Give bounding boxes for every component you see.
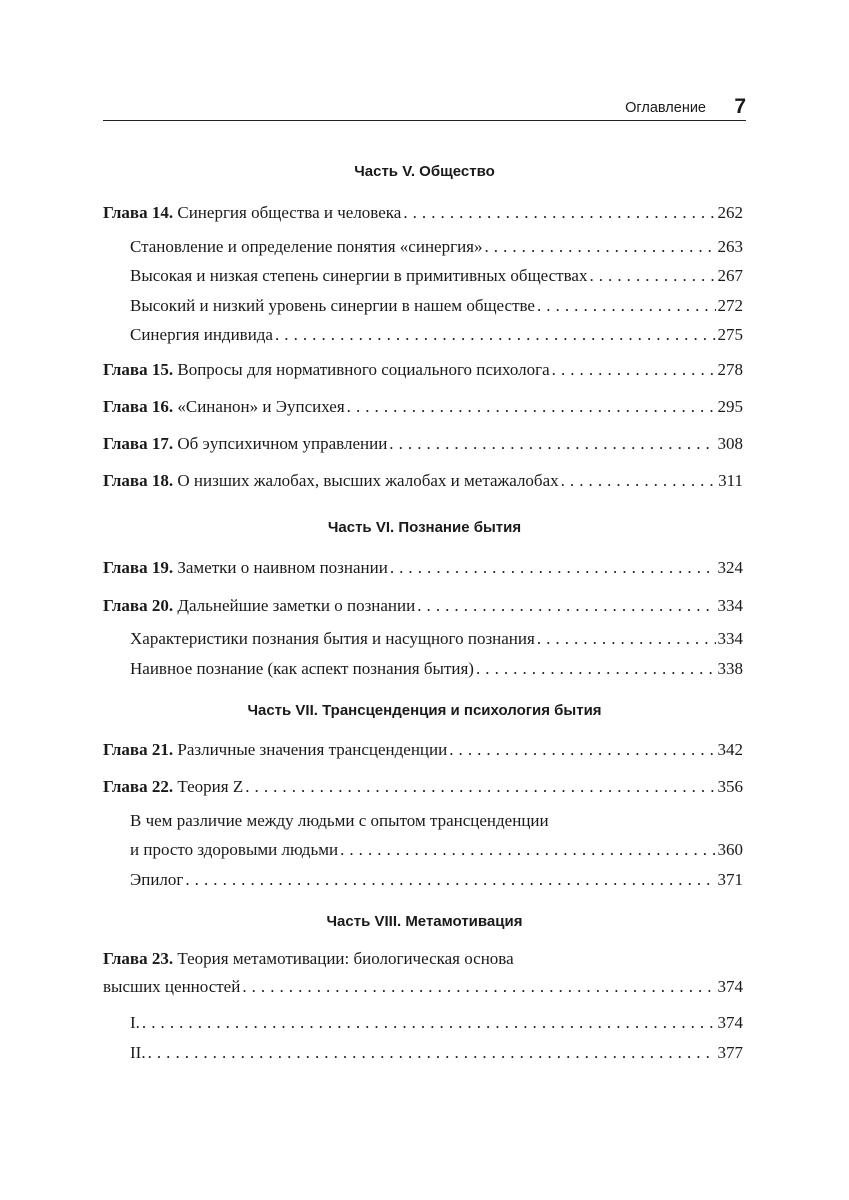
leader-dots xyxy=(275,325,716,345)
leader-dots xyxy=(389,434,715,454)
subsection-title: и просто здоровыми людьми xyxy=(130,840,339,859)
chapter-label: Глава 23. xyxy=(103,949,174,968)
subsection-title: Высокая и низкая степень синергии в примитивных обществах xyxy=(130,266,588,285)
subsection-title: I. xyxy=(130,1013,140,1032)
page-number: 324 xyxy=(717,558,743,577)
chapter-title: Об эупсихичном управлении xyxy=(177,434,388,453)
leader-dots xyxy=(537,629,716,649)
page-number: 263 xyxy=(717,237,743,256)
subsection-title: Эпилог xyxy=(130,870,184,889)
toc-subentry-ch23-1[interactable] xyxy=(130,1013,743,1033)
chapter-title: Вопросы для нормативного социального психолога xyxy=(177,360,550,379)
chapter-title: Различные значения трансценденции xyxy=(177,740,448,759)
page-number: 308 xyxy=(717,434,743,453)
page-number: 262 xyxy=(717,203,743,222)
toc-subentry-ch23-2[interactable] xyxy=(130,1043,743,1063)
page-number: 334 xyxy=(717,596,743,615)
chapter-title: Теория метамотивации: биологическая основа xyxy=(177,949,514,968)
leader-dots xyxy=(390,558,716,578)
chapter-title: «Синанон» и Эупсихея xyxy=(177,397,345,416)
chapter-label: Глава 18. xyxy=(103,471,174,490)
leader-dots xyxy=(552,360,716,380)
page-number: 371 xyxy=(717,870,743,889)
toc-entry-ch15[interactable] xyxy=(103,360,743,380)
leader-dots xyxy=(476,659,716,679)
chapter-title: Теория Z xyxy=(177,777,244,796)
toc-subentry-ch14-2[interactable] xyxy=(130,266,743,286)
page-number: 338 xyxy=(717,659,743,678)
leader-dots xyxy=(484,237,715,257)
chapter-label: Глава 21. xyxy=(103,740,174,759)
leader-dots xyxy=(403,203,715,223)
leader-dots xyxy=(417,596,715,616)
page-number: 272 xyxy=(717,296,743,315)
chapter-label: Глава 15. xyxy=(103,360,174,379)
toc-subentry-ch20-1[interactable] xyxy=(130,629,743,649)
toc-subentry-ch22-1[interactable] xyxy=(130,840,743,860)
subsection-title: II. xyxy=(130,1043,146,1062)
page-number: 342 xyxy=(717,740,743,759)
toc-subentry-ch14-1[interactable] xyxy=(130,237,743,257)
chapter-title-continued: высших ценностей xyxy=(103,977,241,996)
page-number: 374 xyxy=(717,1013,743,1032)
page-number: 377 xyxy=(717,1043,743,1062)
leader-dots xyxy=(340,840,715,860)
page-number: 360 xyxy=(717,840,743,859)
toc-entry-ch23-line1[interactable] xyxy=(103,949,514,969)
toc-subentry-ch20-2[interactable] xyxy=(130,659,743,679)
leader-dots xyxy=(185,870,715,890)
chapter-label: Глава 16. xyxy=(103,397,174,416)
toc-subentry-ch22-2[interactable] xyxy=(130,870,743,890)
leader-dots xyxy=(142,1013,716,1033)
page-number: 295 xyxy=(717,397,743,416)
subsection-title: Наивное познание (как аспект познания бытия) xyxy=(130,659,474,678)
leader-dots xyxy=(347,397,716,417)
header-page-number: 7 xyxy=(734,95,746,118)
page-number: 278 xyxy=(717,360,743,379)
page-number: 275 xyxy=(717,325,743,344)
page-number: 267 xyxy=(717,266,743,285)
toc-entry-ch21[interactable] xyxy=(103,740,743,760)
leader-dots xyxy=(245,777,715,797)
toc-entry-ch20[interactable] xyxy=(103,596,743,616)
toc-subentry-ch14-4[interactable] xyxy=(130,325,743,345)
leader-dots xyxy=(449,740,715,760)
page-number: 356 xyxy=(717,777,743,796)
header-title: Оглавление xyxy=(625,100,706,116)
page-number: 374 xyxy=(717,977,743,996)
toc-entry-ch23[interactable] xyxy=(103,977,743,997)
toc-entry-ch17[interactable] xyxy=(103,434,743,454)
leader-dots xyxy=(561,471,717,491)
running-head xyxy=(103,96,746,121)
leader-dots xyxy=(589,266,715,286)
section-title-part-5: Часть V. Общество xyxy=(354,163,495,180)
subsection-title: Становление и определение понятия «синергия» xyxy=(130,237,483,256)
chapter-label: Глава 14. xyxy=(103,203,174,222)
toc-entry-ch19[interactable] xyxy=(103,558,743,578)
chapter-label: Глава 20. xyxy=(103,596,174,615)
page-number: 334 xyxy=(717,629,743,648)
toc-subentry-ch22-1-line1[interactable]: В чем различие между людьми с опытом трансценденции xyxy=(130,811,549,830)
chapter-label: Глава 17. xyxy=(103,434,174,453)
leader-dots xyxy=(148,1043,716,1063)
toc-entry-ch18[interactable] xyxy=(103,471,743,491)
leader-dots xyxy=(242,977,715,997)
chapter-title: Заметки о наивном познании xyxy=(177,558,388,577)
subsection-title: Высокий и низкий уровень синергии в нашем обществе xyxy=(130,296,535,315)
toc-entry-ch16[interactable] xyxy=(103,397,743,417)
section-title-part-6: Часть VI. Познание бытия xyxy=(327,519,522,536)
subsection-title: Характеристики познания бытия и насущного познания xyxy=(130,629,535,648)
toc-entry-ch14[interactable] xyxy=(103,203,743,223)
chapter-title: Синергия общества и человека xyxy=(177,203,402,222)
chapter-title: О низших жалобах, высших жалобах и метажалобах xyxy=(177,471,559,490)
section-title-part-8: Часть VIII. Метамотивация xyxy=(326,913,523,930)
chapter-label: Глава 22. xyxy=(103,777,174,796)
section-title-part-7: Часть VII. Трансценденция и психология бытия xyxy=(247,702,602,719)
page-number: 311 xyxy=(718,471,743,490)
chapter-title: Дальнейшие заметки о познании xyxy=(177,596,416,615)
subsection-title: Синергия индивида xyxy=(130,325,273,344)
toc-entry-ch22[interactable] xyxy=(103,777,743,797)
chapter-label: Глава 19. xyxy=(103,558,174,577)
toc-subentry-ch14-3[interactable] xyxy=(130,296,743,316)
leader-dots xyxy=(537,296,716,316)
